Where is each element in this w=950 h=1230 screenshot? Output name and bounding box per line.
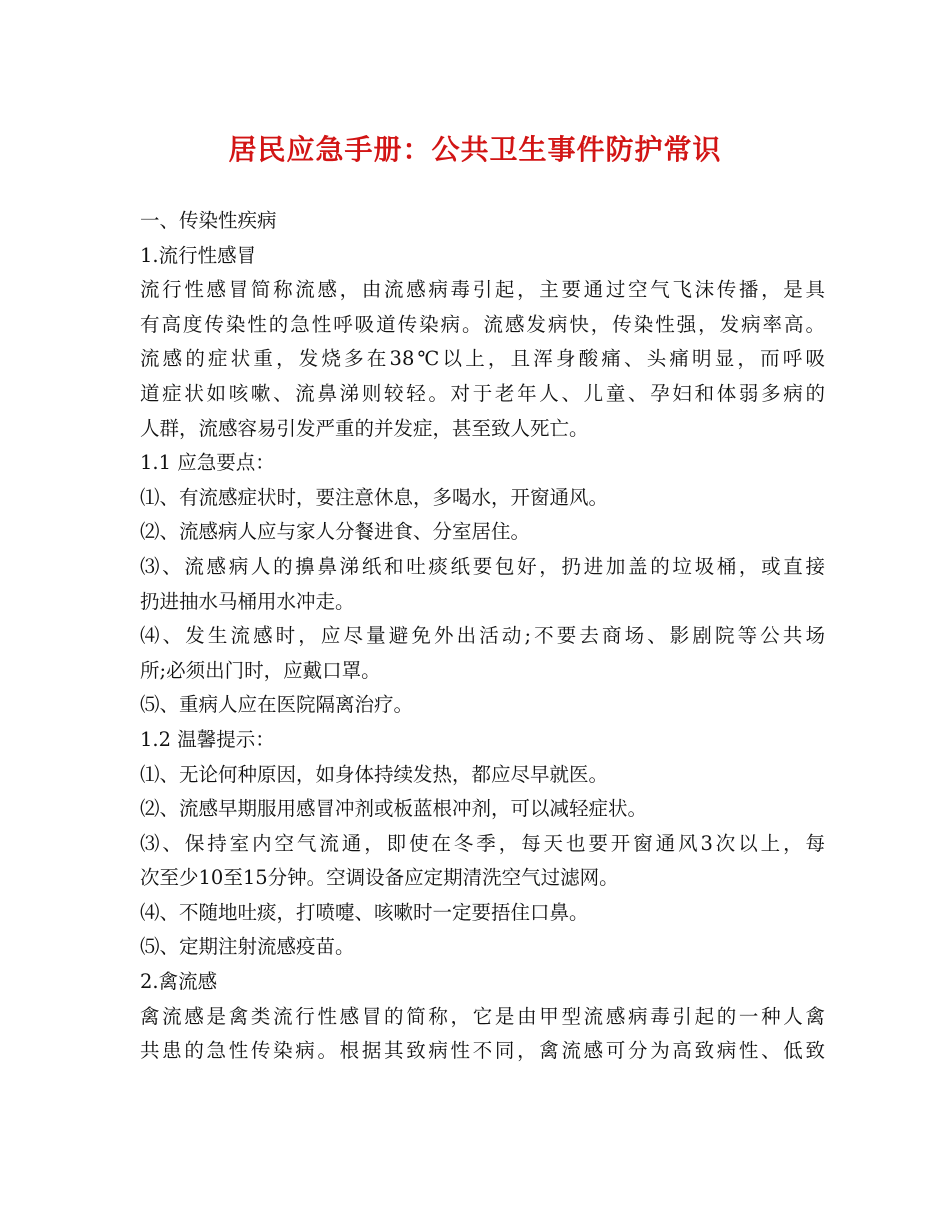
list-item: ⑴、无论何种原因，如身体持续发热，都应尽早就医。 xyxy=(140,762,609,786)
paragraph-line: 有高度传染性的急性呼吸道传染病。流感发病快，传染性强，发病率高。 xyxy=(140,312,825,336)
paragraph-line: 共患的急性传染病。根据其致病性不同，禽流感可分为高致病性、低致 xyxy=(140,1039,825,1063)
list-item: ⑵、流感早期服用感冒冲剂或板蓝根冲剂，可以减轻症状。 xyxy=(140,797,648,821)
document-body xyxy=(140,204,825,1069)
list-item: ⑴、有流感症状时，要注意休息，多喝水，开窗通风。 xyxy=(140,485,609,509)
subsection-heading: 1.1 应急要点： xyxy=(140,451,275,475)
list-item: ⑷、发生流感时，应尽量避免外出活动;不要去商场、影剧院等公共场 xyxy=(140,624,825,648)
list-item: ⑶、保持室内空气流通，即使在冬季，每天也要开窗通风3次以上，每 xyxy=(140,831,825,855)
list-item: ⑵、流感病人应与家人分餐进食、分室居住。 xyxy=(140,520,531,544)
subsection-heading: 1.2 温馨提示： xyxy=(140,727,275,751)
paragraph-line: 禽流感是禽类流行性感冒的简称，它是由甲型流感病毒引起的一种人禽 xyxy=(140,1004,825,1028)
list-item: ⑶、流感病人的擤鼻涕纸和吐痰纸要包好，扔进加盖的垃圾桶，或直接 xyxy=(140,554,825,578)
subsection-heading: 2.禽流感 xyxy=(140,970,218,994)
paragraph-line: 流感的症状重，发烧多在38℃以上，且浑身酸痛、头痛明显，而呼吸 xyxy=(140,347,825,371)
list-item: ⑷、不随地吐痰，打喷嚏、咳嗽时一定要捂住口鼻。 xyxy=(140,900,589,924)
paragraph-line: 人群，流感容易引发严重的并发症，甚至致人死亡。 xyxy=(140,416,589,440)
page-title: 居民应急手册：公共卫生事件防护常识 xyxy=(228,133,722,166)
section-heading: 一、传染性疾病 xyxy=(140,209,277,232)
list-item-continuation: 次至少10至15分钟。空调设备应定期清洗空气过滤网。 xyxy=(140,866,619,890)
paragraph-line: 道症状如咳嗽、流鼻涕则较轻。对于老年人、儿童、孕妇和体弱多病的 xyxy=(140,381,825,405)
list-item: ⑸、定期注射流感疫苗。 xyxy=(140,935,355,959)
subsection-heading: 1.流行性感冒 xyxy=(140,243,257,267)
list-item-continuation: 扔进抽水马桶用水冲走。 xyxy=(140,589,355,613)
list-item-continuation: 所;必须出门时，应戴口罩。 xyxy=(140,658,381,682)
list-item: ⑸、重病人应在医院隔离治疗。 xyxy=(140,693,414,717)
paragraph-line: 流行性感冒简称流感，由流感病毒引起，主要通过空气飞沫传播，是具 xyxy=(140,278,825,302)
